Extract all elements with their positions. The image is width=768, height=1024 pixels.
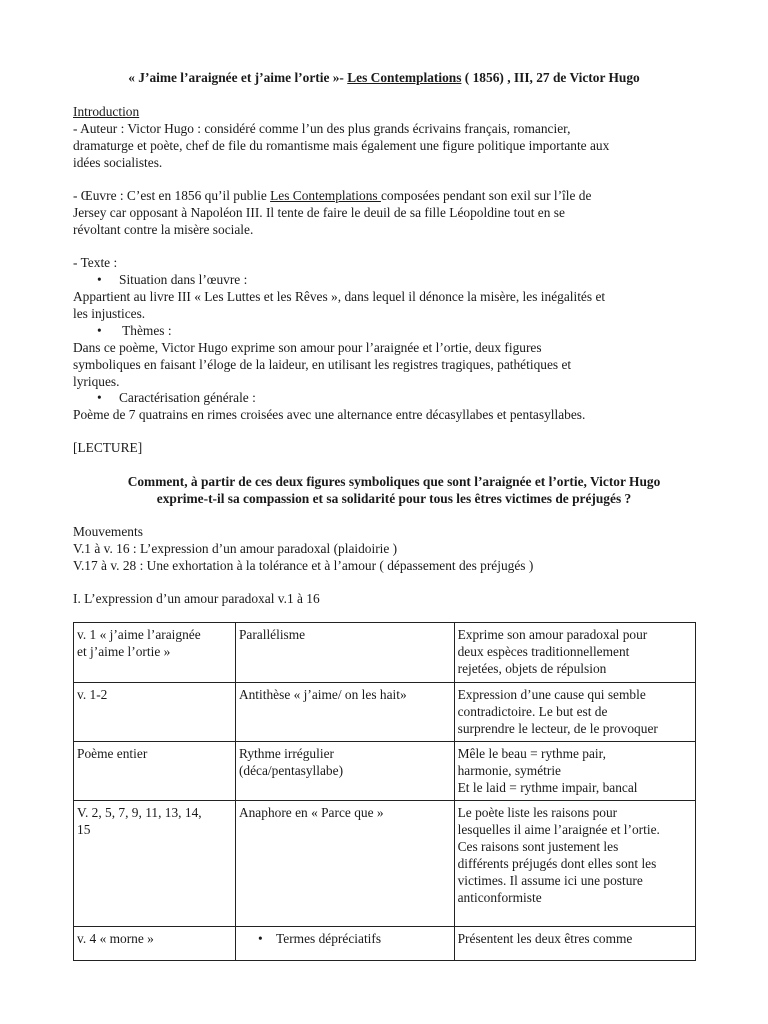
- cell-text-line: Présentent les deux êtres comme: [457, 931, 633, 946]
- cell-text-line: v. 1 « j’aime l’araignée: [77, 627, 201, 642]
- themes-line: lyriques.: [73, 374, 120, 389]
- table-cell-procede: [235, 801, 454, 927]
- cell-text-line: différents préjugés dont elles sont les: [457, 856, 657, 871]
- cell-text-line: Parallélisme: [238, 627, 306, 642]
- cell-text-line: Exprime son amour paradoxal pour: [457, 627, 648, 642]
- cell-text-line: Mêle le beau = rythme pair,: [457, 746, 606, 761]
- table-row: [74, 927, 696, 961]
- cell-text-line: Ces raisons sont justement les: [457, 839, 619, 854]
- bullet-icon: •: [97, 272, 102, 287]
- situation-line: Appartient au livre III « Les Luttes et les Rêves », dans lequel il dénonce la misère, les inégalités et: [73, 289, 606, 304]
- table-cell-interpretation: [454, 742, 695, 801]
- texte-label: - Texte :: [73, 255, 118, 270]
- cell-text-line: V. 2, 5, 7, 9, 11, 13, 14,: [77, 805, 202, 820]
- author-line: - Auteur : Victor Hugo : considéré comme l’un des plus grands écrivains français, romancier,: [73, 121, 571, 136]
- author-line: idées socialistes.: [73, 155, 163, 170]
- section-title: I. L’expression d’un amour paradoxal v.1 à 16: [73, 591, 320, 606]
- title-quote: « J’aime l’araignée et j’aime l’ortie »-: [128, 70, 348, 85]
- table-cell-reference: [74, 683, 236, 742]
- themes-line: symboliques en faisant l’éloge de la laideur, en utilisant les registres tragiques, pathétiques et: [73, 357, 572, 372]
- oeuvre-work-title: Les Contemplations: [270, 188, 381, 203]
- table-cell-procede: [235, 927, 454, 961]
- cell-text: Termes dépréciatifs: [276, 931, 382, 946]
- table-cell-procede: [235, 742, 454, 801]
- intro-heading: Introduction: [73, 104, 140, 119]
- problematique-line: exprime-t-il sa compassion et sa solidarité pour tous les êtres victimes de préjugés ?: [156, 491, 632, 506]
- title-reference: ( 1856) , III, 27 de Victor Hugo: [461, 70, 640, 85]
- cell-text-line: rejetées, objets de répulsion: [457, 661, 607, 676]
- cell-text-line: Expression d’une cause qui semble: [457, 687, 646, 702]
- themes-line: Dans ce poème, Victor Hugo exprime son amour pour l’araignée et l’ortie, deux figures: [73, 340, 542, 355]
- bullet-icon: •: [97, 323, 102, 338]
- bullet-themes: • Thèmes :: [97, 323, 172, 338]
- table-cell-reference: [74, 742, 236, 801]
- cell-text-line: v. 4 « morne »: [77, 931, 154, 946]
- mouvement-item: V.17 à v. 28 : Une exhortation à la tolérance et à l’amour ( dépassement des préjugés ): [73, 558, 534, 573]
- cell-text-line: lesquelles il aime l’araignée et l’ortie.: [457, 822, 660, 837]
- table-cell-reference: [74, 623, 236, 683]
- oeuvre-line: révoltant contre la misère sociale.: [73, 222, 254, 237]
- problematique-line: Comment, à partir de ces deux figures symboliques que sont l’araignée et l’ortie, Victor Hugo: [127, 474, 661, 489]
- title-work: Les Contemplations: [347, 70, 462, 85]
- cell-text-line: victimes. Il assume ici une posture: [457, 873, 643, 888]
- table-cell-interpretation: [454, 683, 695, 742]
- table-cell-reference: [74, 801, 236, 927]
- mouvement-item: V.1 à v. 16 : L’expression d’un amour paradoxal (plaidoirie ): [73, 541, 398, 556]
- oeuvre-line: Jersey car opposant à Napoléon III. Il tente de faire le deuil de sa fille Léopoldine tout en se: [73, 205, 565, 220]
- bullet-icon: •: [257, 931, 277, 946]
- situation-line: les injustices.: [73, 306, 146, 321]
- cell-text-line: Anaphore en « Parce que »: [238, 805, 384, 820]
- author-line: dramaturge et poète, chef de file du romantisme mais également une figure politique importante aux: [73, 138, 610, 153]
- cell-text-line: surprendre le lecteur, de le provoquer: [457, 721, 658, 736]
- cell-text-line: Antithèse « j’aime/ on les hait»: [238, 687, 407, 702]
- cell-text-line: anticonformiste: [457, 890, 542, 905]
- table-cell-reference: [74, 927, 236, 961]
- table-cell-interpretation: [454, 801, 695, 927]
- bullet-situation: • Situation dans l’œuvre :: [97, 272, 248, 287]
- analysis-table: [73, 622, 696, 961]
- table-row: [74, 801, 696, 927]
- cell-text-line: (déca/pentasyllabe): [238, 763, 344, 778]
- bullet-icon: •: [97, 390, 102, 405]
- caracterisation-line: Poème de 7 quatrains en rimes croisées avec une alternance entre décasyllabes et pentasyllabes.: [73, 407, 586, 422]
- mouvements-heading: Mouvements: [73, 524, 143, 539]
- lecture-marker: [LECTURE]: [73, 440, 143, 455]
- table-row: [74, 623, 696, 683]
- table-cell-interpretation: [454, 927, 695, 961]
- cell-text-line: contradictoire. Le but est de: [457, 704, 608, 719]
- cell-text-line: deux espèces traditionnellement: [457, 644, 630, 659]
- cell-text-line: Et le laid = rythme impair, bancal: [457, 780, 638, 795]
- cell-text-line: 15: [77, 822, 91, 837]
- cell-text-line: Poème entier: [77, 746, 148, 761]
- document-title: [0, 69, 768, 86]
- table-cell-interpretation: [454, 623, 695, 683]
- cell-text-line: harmonie, symétrie: [457, 763, 561, 778]
- table-row: [74, 683, 696, 742]
- cell-text-line: Rythme irrégulier: [238, 746, 334, 761]
- table-row: [74, 742, 696, 801]
- cell-text-line: et j’aime l’ortie »: [77, 644, 171, 659]
- bullet-caracterisation: • Caractérisation générale :: [97, 390, 256, 405]
- table-cell-procede: [235, 623, 454, 683]
- oeuvre-line: - Œuvre : C’est en 1856 qu’il publie Les Contemplations composées pendant son exil sur l’île de: [73, 188, 592, 203]
- cell-text-line: v. 1-2: [77, 687, 108, 702]
- table-cell-procede: [235, 683, 454, 742]
- cell-text-line: Le poète liste les raisons pour: [457, 805, 618, 820]
